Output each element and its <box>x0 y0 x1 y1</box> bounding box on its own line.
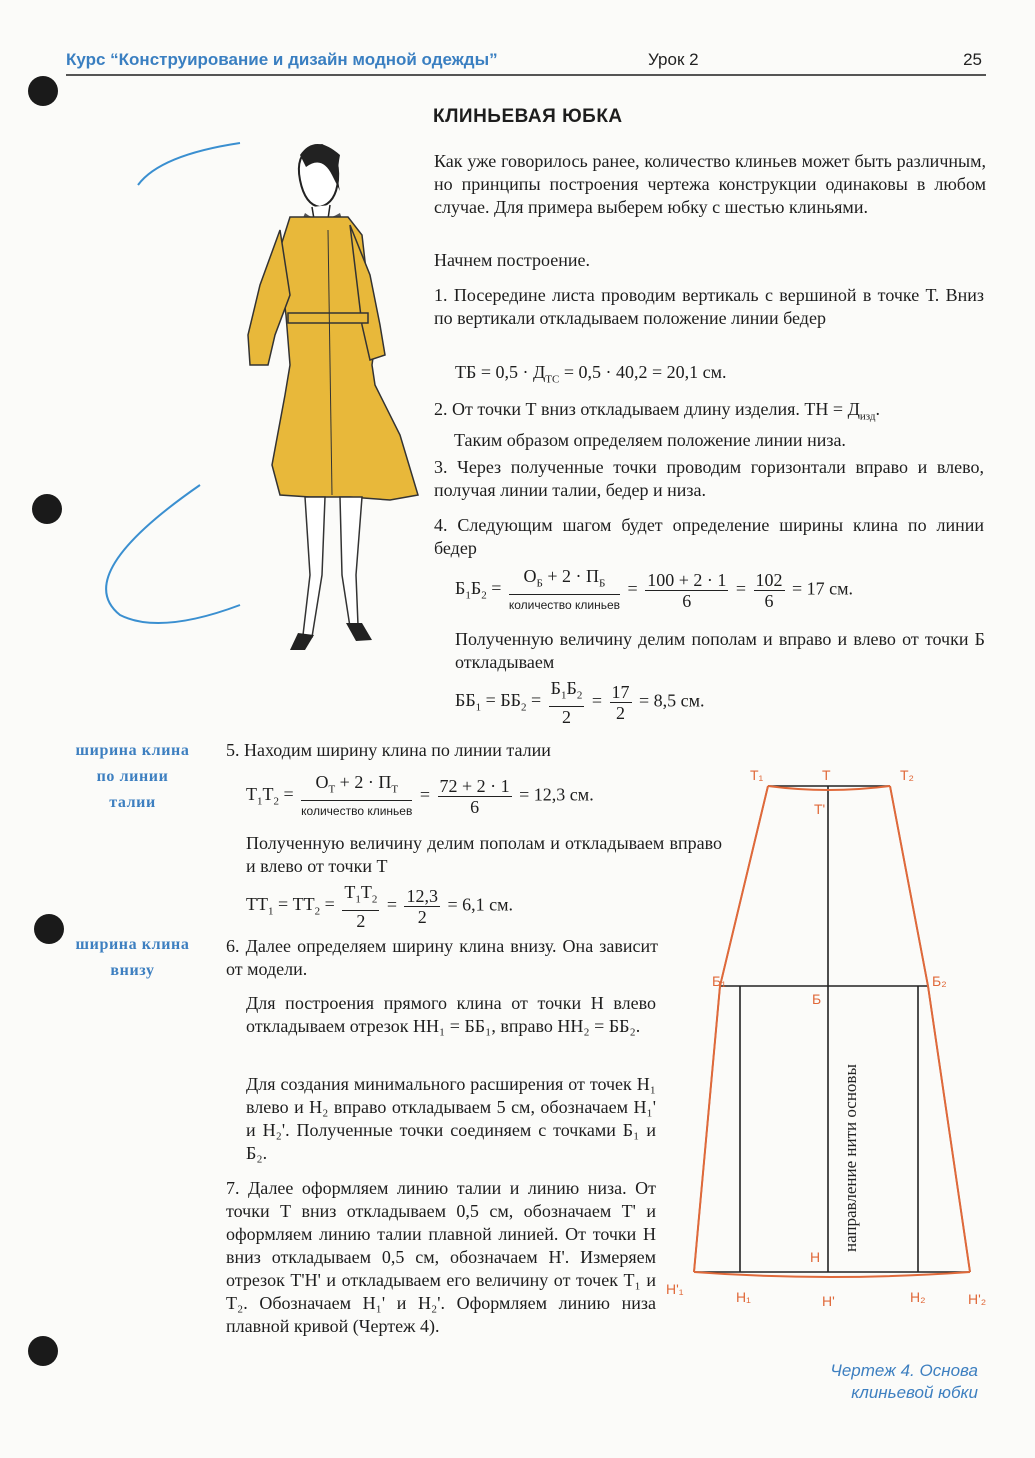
grain-line-label: направление нити основы <box>841 1064 860 1252</box>
step-4-note: Полученную величину делим пополам и вправо и влево от точки Б откладываем <box>455 629 985 672</box>
label-h2: Н₂ <box>910 1289 926 1305</box>
step-6-flare: Для создания минимального расширения от точек Н₁ влево и Н₂ вправо откладываем 5 см, обозначаем Н₁' и Н₂'. Полученные точки соединяем с точками Б₁ и Б₂. <box>246 1074 656 1163</box>
construction-lines <box>694 786 970 1272</box>
label-h2prime: Н'₂ <box>968 1291 987 1307</box>
start-line: Начнем построение. <box>434 250 590 270</box>
label-tprime: Т' <box>814 801 826 817</box>
label-hprime: Н' <box>822 1293 835 1309</box>
skirt-draft-diagram <box>660 760 1000 1350</box>
side-note-hem-width: ширина клина внизу <box>75 936 190 979</box>
label-h1: Н₁ <box>736 1289 751 1305</box>
label-t: Т <box>822 767 831 783</box>
formula-tb: ТБ = $0,5 \cdot Д_{ТС} = 0,5 \cdot 40,2 = 20,1$ см. <box>455 362 727 386</box>
step-4: 4. Следующим шагом будет определение ширины клина по линии бедер <box>434 515 984 558</box>
figure-caption: Чертеж 4. Основа клиньевой юбки <box>830 1361 978 1402</box>
label-h1prime: Н'₁ <box>666 1281 684 1297</box>
label-b2: Б₂ <box>932 973 947 989</box>
page-header <box>66 50 986 76</box>
step-3: 3. Через полученные точки проводим горизонтали вправо и влево, получая линии талии, бедер и низа. <box>434 457 984 500</box>
label-b1: Б₁ <box>712 973 726 989</box>
binder-hole <box>28 1336 58 1366</box>
decor-swoosh-top <box>138 143 240 185</box>
label-t1: Т₁ <box>750 767 764 783</box>
label-t2: Т₂ <box>900 767 914 783</box>
formula-bb1: $ББ_1 = ББ_2$ = $\frac{Б_1Б_2}{2}$ = $\frac{17}{2}$ = 8,5 см. <box>455 678 705 727</box>
formula-t1t2: $Т_1Т_2$ = $\frac{О_Т + 2 \cdot П_Т}{\text{количество клиньев}}$ = $\frac{72 + 2 \cdot 1}{6}$ = 12,3 см. <box>246 772 594 818</box>
page-number: 25 <box>963 50 982 69</box>
formula-b1b2: $Б_1Б_2$ = $\frac{О_Б + 2 \cdot П_Б}{\text{количество клиньев}}$ = $\frac{100 + 2 \cdot 1}{6}$ = $\frac{102}{6}$ = 17 см. <box>455 566 854 612</box>
side-note-waist-width: ширина клина по линии талии <box>75 742 190 811</box>
course-title: Курс “Конструирование и дизайн модной одежды” <box>66 50 498 69</box>
label-h: Н <box>810 1249 821 1265</box>
step-6: 6. Далее определяем ширину клина внизу. Она зависит от модели. <box>226 936 658 979</box>
binder-hole <box>28 76 58 106</box>
step-1: 1. Посередине листа проводим вертикаль с вершиной в точке Т. Вниз по вертикали откладываем положение линии бедер <box>434 285 984 328</box>
step-5-note: Полученную величину делим пополам и откладываем вправо и влево от точки Т <box>246 833 722 876</box>
step-2: 2. От точки Т вниз откладываем длину изделия. ТН = $Д_{изд}$. Таким образом определяем положение линии низа. <box>434 399 880 450</box>
step-7: 7. Далее оформляем линию талии и линию низа. От точки Т вниз откладываем 0,5 см, обозначаем Т' и оформляем линию талии плавной линией. От точки Н вниз откладываем 0,5 см, обозначаем Н'. Измеряем отрезок Т'Н' и откладываем его величину от точек Т₁ и Т₂. Обозначаем Н₁' и Н₂'. Оформляем линию низа плавной кривой (Чертеж 4). <box>226 1178 656 1336</box>
section-title: КЛИНЬЕВАЯ ЮБКА <box>433 106 623 127</box>
intro-paragraph: Как уже говорилось ранее, количество клиньев может быть различным, но принципы построения чертежа конструкции одинаковы в любом случае. Для примера выберем юбку с шестью клиньями. <box>434 151 986 217</box>
fashion-illustration <box>100 135 420 665</box>
pattern-outline <box>694 786 970 1277</box>
lesson-label: Урок 2 <box>648 50 699 69</box>
binder-hole <box>32 494 62 524</box>
step-6-straight: Для построения прямого клина от точки Н влево откладываем отрезок НН₁ = ББ₁, вправо НН₂ = ББ₂. <box>246 993 656 1036</box>
decor-swoosh-bottom <box>106 485 240 623</box>
step-5: 5. Находим ширину клина по линии талии <box>226 740 551 760</box>
label-b: Б <box>812 991 822 1007</box>
formula-tt1: $ТТ_1 = ТТ_2$ = $\frac{Т_1Т_2}{2}$ = $\frac{12,3}{2}$ = 6,1 см. <box>246 882 513 931</box>
